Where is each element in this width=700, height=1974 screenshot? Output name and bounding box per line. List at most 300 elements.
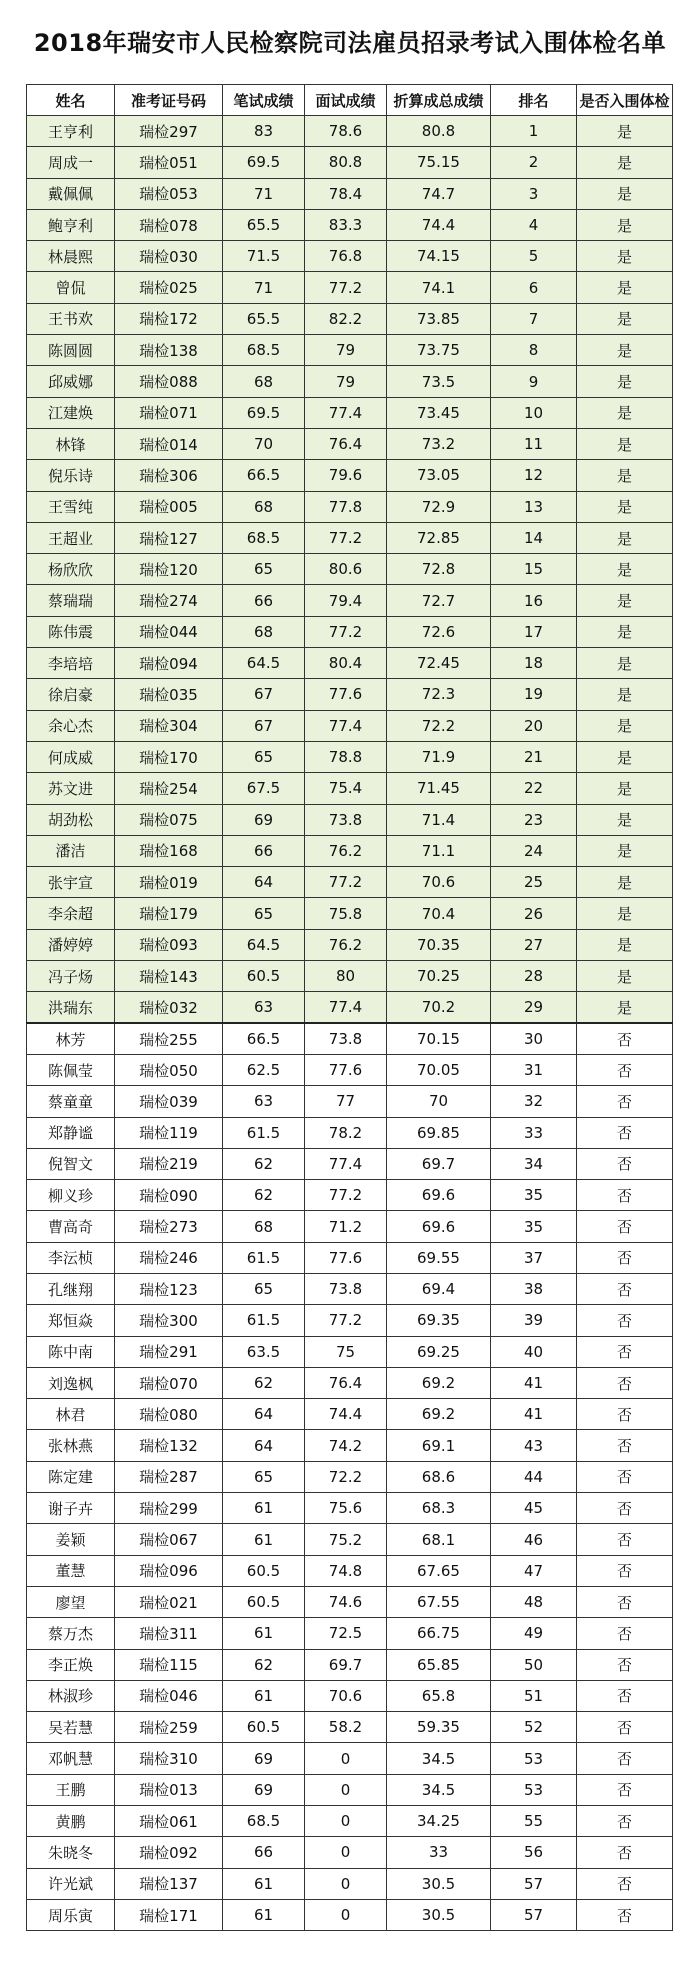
cell-exam-id: 瑞检094 [115, 648, 223, 679]
cell-interview-score: 77.8 [305, 491, 387, 522]
cell-interview-score: 80.6 [305, 554, 387, 585]
cell-total-score: 73.75 [387, 335, 491, 366]
cell-interview-score: 76.4 [305, 1367, 387, 1398]
cell-written-score: 62 [223, 1180, 305, 1211]
table-row [27, 209, 673, 240]
cell-interview-score: 0 [305, 1774, 387, 1805]
cell-name: 谢子卉 [27, 1493, 115, 1524]
cell-total-score: 68.3 [387, 1493, 491, 1524]
table-row [27, 1305, 673, 1336]
cell-interview-score: 70.6 [305, 1680, 387, 1711]
cell-written-score: 65 [223, 898, 305, 929]
cell-name: 苏文进 [27, 773, 115, 804]
table-row [27, 1180, 673, 1211]
cell-name: 许光斌 [27, 1868, 115, 1899]
cell-name: 王超业 [27, 522, 115, 553]
cell-rank: 56 [491, 1837, 577, 1868]
cell-exam-id: 瑞检300 [115, 1305, 223, 1336]
cell-written-score: 83 [223, 116, 305, 147]
cell-total-score: 71.45 [387, 773, 491, 804]
table-row [27, 522, 673, 553]
cell-interview-score: 73.8 [305, 1023, 387, 1054]
cell-written-score: 69 [223, 1743, 305, 1774]
cell-name: 倪智文 [27, 1148, 115, 1179]
cell-shortlisted: 否 [577, 1555, 673, 1586]
cell-name: 林芳 [27, 1023, 115, 1054]
cell-shortlisted: 否 [577, 1493, 673, 1524]
table-row [27, 1712, 673, 1743]
cell-interview-score: 77.2 [305, 272, 387, 303]
cell-written-score: 61 [223, 1493, 305, 1524]
cell-written-score: 68 [223, 1211, 305, 1242]
cell-exam-id: 瑞检120 [115, 554, 223, 585]
header-written-score: 笔试成绩 [223, 85, 305, 116]
cell-name: 王雪纯 [27, 491, 115, 522]
cell-total-score: 72.2 [387, 710, 491, 741]
cell-rank: 27 [491, 929, 577, 960]
cell-shortlisted: 否 [577, 1367, 673, 1398]
cell-total-score: 68.6 [387, 1461, 491, 1492]
cell-exam-id: 瑞检030 [115, 241, 223, 272]
cell-name: 廖望 [27, 1586, 115, 1617]
cell-written-score: 61 [223, 1524, 305, 1555]
cell-name: 陈佩莹 [27, 1054, 115, 1085]
cell-name: 蔡万杰 [27, 1618, 115, 1649]
cell-name: 李余超 [27, 898, 115, 929]
cell-name: 倪乐诗 [27, 460, 115, 491]
cell-shortlisted: 是 [577, 147, 673, 178]
table-row [27, 1806, 673, 1837]
cell-shortlisted: 是 [577, 835, 673, 866]
cell-interview-score: 69.7 [305, 1649, 387, 1680]
cell-total-score: 67.65 [387, 1555, 491, 1586]
cell-interview-score: 78.8 [305, 741, 387, 772]
cell-name: 蔡瑞瑞 [27, 585, 115, 616]
cell-name: 刘逸枫 [27, 1367, 115, 1398]
cell-written-score: 68 [223, 616, 305, 647]
cell-written-score: 68 [223, 366, 305, 397]
cell-name: 周成一 [27, 147, 115, 178]
cell-written-score: 66 [223, 585, 305, 616]
cell-shortlisted: 否 [577, 1086, 673, 1117]
header-name: 姓名 [27, 85, 115, 116]
cell-written-score: 68 [223, 491, 305, 522]
cell-interview-score: 77.6 [305, 679, 387, 710]
cell-shortlisted: 否 [577, 1618, 673, 1649]
cell-rank: 11 [491, 428, 577, 459]
cell-written-score: 65 [223, 1461, 305, 1492]
cell-exam-id: 瑞检246 [115, 1242, 223, 1273]
table-row [27, 241, 673, 272]
cell-interview-score: 77.4 [305, 397, 387, 428]
cell-shortlisted: 是 [577, 491, 673, 522]
cell-total-score: 69.6 [387, 1211, 491, 1242]
cell-shortlisted: 是 [577, 335, 673, 366]
cell-exam-id: 瑞检172 [115, 303, 223, 334]
cell-written-score: 64 [223, 867, 305, 898]
cell-shortlisted: 是 [577, 773, 673, 804]
cell-exam-id: 瑞检080 [115, 1399, 223, 1430]
table-row [27, 1054, 673, 1085]
table-row [27, 1336, 673, 1367]
table-row [27, 1273, 673, 1304]
cell-shortlisted: 是 [577, 428, 673, 459]
cell-exam-id: 瑞检050 [115, 1054, 223, 1085]
cell-exam-id: 瑞检044 [115, 616, 223, 647]
cell-rank: 19 [491, 679, 577, 710]
table-row [27, 648, 673, 679]
cell-interview-score: 79 [305, 366, 387, 397]
cell-rank: 39 [491, 1305, 577, 1336]
cell-interview-score: 74.8 [305, 1555, 387, 1586]
cell-name: 戴佩佩 [27, 178, 115, 209]
cell-written-score: 62.5 [223, 1054, 305, 1085]
cell-interview-score: 79 [305, 335, 387, 366]
cell-shortlisted: 否 [577, 1524, 673, 1555]
cell-exam-id: 瑞检123 [115, 1273, 223, 1304]
cell-exam-id: 瑞检127 [115, 522, 223, 553]
cell-total-score: 70.4 [387, 898, 491, 929]
cell-written-score: 61 [223, 1618, 305, 1649]
table-body [27, 116, 673, 1931]
cell-interview-score: 75 [305, 1336, 387, 1367]
cell-interview-score: 75.8 [305, 898, 387, 929]
cell-exam-id: 瑞检168 [115, 835, 223, 866]
cell-exam-id: 瑞检051 [115, 147, 223, 178]
cell-shortlisted: 是 [577, 929, 673, 960]
cell-total-score: 70 [387, 1086, 491, 1117]
cell-shortlisted: 否 [577, 1430, 673, 1461]
cell-rank: 2 [491, 147, 577, 178]
cell-interview-score: 71.2 [305, 1211, 387, 1242]
cell-rank: 34 [491, 1148, 577, 1179]
cell-shortlisted: 否 [577, 1868, 673, 1899]
cell-exam-id: 瑞检299 [115, 1493, 223, 1524]
table-row [27, 741, 673, 772]
cell-total-score: 69.6 [387, 1180, 491, 1211]
cell-interview-score: 75.2 [305, 1524, 387, 1555]
cell-total-score: 71.4 [387, 804, 491, 835]
cell-shortlisted: 是 [577, 116, 673, 147]
cell-exam-id: 瑞检259 [115, 1712, 223, 1743]
cell-exam-id: 瑞检070 [115, 1367, 223, 1398]
cell-name: 姜颖 [27, 1524, 115, 1555]
cell-interview-score: 0 [305, 1868, 387, 1899]
cell-name: 徐启豪 [27, 679, 115, 710]
table-row [27, 1242, 673, 1273]
cell-name: 鲍亨利 [27, 209, 115, 240]
cell-interview-score: 77.2 [305, 867, 387, 898]
cell-rank: 24 [491, 835, 577, 866]
cell-interview-score: 78.6 [305, 116, 387, 147]
cell-written-score: 60.5 [223, 1586, 305, 1617]
cell-written-score: 69.5 [223, 397, 305, 428]
cell-total-score: 67.55 [387, 1586, 491, 1617]
cell-exam-id: 瑞检297 [115, 116, 223, 147]
table-row [27, 1367, 673, 1398]
cell-written-score: 63.5 [223, 1336, 305, 1367]
cell-shortlisted: 是 [577, 178, 673, 209]
table-row [27, 1211, 673, 1242]
cell-rank: 29 [491, 992, 577, 1023]
cell-total-score: 74.7 [387, 178, 491, 209]
table-row [27, 804, 673, 835]
cell-exam-id: 瑞检075 [115, 804, 223, 835]
cell-name: 邓帆慧 [27, 1743, 115, 1774]
cell-shortlisted: 是 [577, 272, 673, 303]
cell-total-score: 68.1 [387, 1524, 491, 1555]
cell-exam-id: 瑞检143 [115, 961, 223, 992]
cell-rank: 53 [491, 1774, 577, 1805]
cell-written-score: 65 [223, 554, 305, 585]
cell-exam-id: 瑞检005 [115, 491, 223, 522]
table-row [27, 898, 673, 929]
cell-rank: 23 [491, 804, 577, 835]
cell-total-score: 70.05 [387, 1054, 491, 1085]
cell-written-score: 64 [223, 1399, 305, 1430]
cell-exam-id: 瑞检219 [115, 1148, 223, 1179]
cell-rank: 4 [491, 209, 577, 240]
cell-shortlisted: 否 [577, 1273, 673, 1304]
cell-name: 邱威娜 [27, 366, 115, 397]
cell-written-score: 65.5 [223, 303, 305, 334]
cell-written-score: 64 [223, 1430, 305, 1461]
cell-name: 潘洁 [27, 835, 115, 866]
cell-rank: 50 [491, 1649, 577, 1680]
table-row [27, 460, 673, 491]
cell-shortlisted: 是 [577, 241, 673, 272]
cell-interview-score: 77.6 [305, 1054, 387, 1085]
cell-shortlisted: 是 [577, 303, 673, 334]
cell-total-score: 70.15 [387, 1023, 491, 1054]
cell-total-score: 34.5 [387, 1743, 491, 1774]
cell-shortlisted: 否 [577, 1336, 673, 1367]
cell-name: 柳义珍 [27, 1180, 115, 1211]
cell-shortlisted: 否 [577, 1399, 673, 1430]
cell-total-score: 30.5 [387, 1899, 491, 1930]
cell-written-score: 69.5 [223, 147, 305, 178]
cell-exam-id: 瑞检078 [115, 209, 223, 240]
cell-rank: 16 [491, 585, 577, 616]
cell-interview-score: 77.4 [305, 1148, 387, 1179]
cell-total-score: 70.25 [387, 961, 491, 992]
table-row [27, 616, 673, 647]
cell-interview-score: 80.8 [305, 147, 387, 178]
cell-shortlisted: 是 [577, 961, 673, 992]
cell-interview-score: 82.2 [305, 303, 387, 334]
cell-total-score: 69.2 [387, 1367, 491, 1398]
cell-total-score: 80.8 [387, 116, 491, 147]
cell-name: 李培培 [27, 648, 115, 679]
cell-name: 冯子炀 [27, 961, 115, 992]
cell-interview-score: 79.4 [305, 585, 387, 616]
cell-written-score: 61.5 [223, 1305, 305, 1336]
cell-name: 林君 [27, 1399, 115, 1430]
table-row [27, 1899, 673, 1930]
cell-shortlisted: 否 [577, 1180, 673, 1211]
cell-interview-score: 75.6 [305, 1493, 387, 1524]
cell-written-score: 66 [223, 835, 305, 866]
cell-name: 孔继翔 [27, 1273, 115, 1304]
results-table-container [26, 84, 672, 1931]
cell-written-score: 65.5 [223, 209, 305, 240]
cell-name: 陈定建 [27, 1461, 115, 1492]
table-row [27, 335, 673, 366]
cell-shortlisted: 否 [577, 1054, 673, 1085]
cell-written-score: 61 [223, 1680, 305, 1711]
cell-interview-score: 77.2 [305, 616, 387, 647]
cell-rank: 55 [491, 1806, 577, 1837]
cell-written-score: 61 [223, 1868, 305, 1899]
cell-rank: 43 [491, 1430, 577, 1461]
cell-written-score: 61.5 [223, 1117, 305, 1148]
cell-total-score: 72.8 [387, 554, 491, 585]
cell-rank: 49 [491, 1618, 577, 1649]
cell-name: 江建焕 [27, 397, 115, 428]
cell-interview-score: 83.3 [305, 209, 387, 240]
cell-total-score: 73.45 [387, 397, 491, 428]
cell-exam-id: 瑞检179 [115, 898, 223, 929]
table-row [27, 1774, 673, 1805]
cell-exam-id: 瑞检093 [115, 929, 223, 960]
cell-rank: 5 [491, 241, 577, 272]
cell-rank: 21 [491, 741, 577, 772]
table-row [27, 303, 673, 334]
table-row [27, 585, 673, 616]
cell-rank: 30 [491, 1023, 577, 1054]
cell-shortlisted: 否 [577, 1837, 673, 1868]
cell-total-score: 70.35 [387, 929, 491, 960]
cell-written-score: 63 [223, 1086, 305, 1117]
cell-written-score: 60.5 [223, 1712, 305, 1743]
cell-exam-id: 瑞检132 [115, 1430, 223, 1461]
cell-name: 王鹏 [27, 1774, 115, 1805]
cell-interview-score: 73.8 [305, 804, 387, 835]
cell-rank: 47 [491, 1555, 577, 1586]
cell-shortlisted: 是 [577, 585, 673, 616]
cell-rank: 25 [491, 867, 577, 898]
cell-shortlisted: 是 [577, 522, 673, 553]
cell-total-score: 34.5 [387, 1774, 491, 1805]
cell-total-score: 69.4 [387, 1273, 491, 1304]
cell-rank: 45 [491, 1493, 577, 1524]
cell-name: 潘婷婷 [27, 929, 115, 960]
cell-name: 洪瑞东 [27, 992, 115, 1023]
cell-shortlisted: 否 [577, 1899, 673, 1930]
cell-rank: 57 [491, 1868, 577, 1899]
cell-name: 蔡童童 [27, 1086, 115, 1117]
cell-interview-score: 0 [305, 1743, 387, 1774]
cell-interview-score: 75.4 [305, 773, 387, 804]
cell-shortlisted: 是 [577, 397, 673, 428]
cell-written-score: 66 [223, 1837, 305, 1868]
table-row [27, 1868, 673, 1899]
cell-exam-id: 瑞检115 [115, 1649, 223, 1680]
cell-shortlisted: 是 [577, 867, 673, 898]
cell-shortlisted: 否 [577, 1712, 673, 1743]
table-row [27, 554, 673, 585]
cell-exam-id: 瑞检090 [115, 1180, 223, 1211]
cell-rank: 51 [491, 1680, 577, 1711]
cell-total-score: 72.3 [387, 679, 491, 710]
cell-shortlisted: 否 [577, 1806, 673, 1837]
cell-total-score: 69.1 [387, 1430, 491, 1461]
cell-written-score: 70 [223, 428, 305, 459]
cell-interview-score: 0 [305, 1899, 387, 1930]
table-row [27, 1117, 673, 1148]
cell-interview-score: 72.2 [305, 1461, 387, 1492]
cell-name: 董慧 [27, 1555, 115, 1586]
table-row [27, 929, 673, 960]
cell-shortlisted: 是 [577, 804, 673, 835]
cell-shortlisted: 是 [577, 992, 673, 1023]
cell-exam-id: 瑞检067 [115, 1524, 223, 1555]
cell-shortlisted: 是 [577, 898, 673, 929]
cell-rank: 35 [491, 1211, 577, 1242]
table-row [27, 992, 673, 1023]
cell-rank: 32 [491, 1086, 577, 1117]
cell-interview-score: 77 [305, 1086, 387, 1117]
cell-shortlisted: 是 [577, 710, 673, 741]
cell-exam-id: 瑞检088 [115, 366, 223, 397]
cell-exam-id: 瑞检170 [115, 741, 223, 772]
cell-name: 陈中南 [27, 1336, 115, 1367]
cell-total-score: 69.85 [387, 1117, 491, 1148]
cell-written-score: 62 [223, 1148, 305, 1179]
cell-total-score: 73.2 [387, 428, 491, 459]
cell-shortlisted: 否 [577, 1743, 673, 1774]
cell-rank: 35 [491, 1180, 577, 1211]
cell-exam-id: 瑞检019 [115, 867, 223, 898]
table-row [27, 773, 673, 804]
cell-exam-id: 瑞检092 [115, 1837, 223, 1868]
cell-interview-score: 79.6 [305, 460, 387, 491]
header-exam-id: 准考证号码 [115, 85, 223, 116]
cell-exam-id: 瑞检039 [115, 1086, 223, 1117]
cell-exam-id: 瑞检255 [115, 1023, 223, 1054]
cell-total-score: 72.6 [387, 616, 491, 647]
cell-exam-id: 瑞检273 [115, 1211, 223, 1242]
table-row [27, 1430, 673, 1461]
cell-total-score: 72.85 [387, 522, 491, 553]
cell-written-score: 67 [223, 710, 305, 741]
header-total-score: 折算成总成绩 [387, 85, 491, 116]
table-row [27, 961, 673, 992]
cell-name: 朱晓冬 [27, 1837, 115, 1868]
cell-interview-score: 0 [305, 1837, 387, 1868]
cell-total-score: 73.05 [387, 460, 491, 491]
cell-rank: 12 [491, 460, 577, 491]
cell-name: 李正焕 [27, 1649, 115, 1680]
cell-shortlisted: 否 [577, 1242, 673, 1273]
cell-written-score: 63 [223, 992, 305, 1023]
cell-rank: 57 [491, 1899, 577, 1930]
cell-exam-id: 瑞检137 [115, 1868, 223, 1899]
cell-exam-id: 瑞检013 [115, 1774, 223, 1805]
cell-written-score: 64.5 [223, 929, 305, 960]
results-table [26, 84, 673, 1931]
cell-name: 曹高奇 [27, 1211, 115, 1242]
cell-interview-score: 77.6 [305, 1242, 387, 1273]
table-row [27, 1524, 673, 1555]
table-row [27, 116, 673, 147]
cell-written-score: 60.5 [223, 961, 305, 992]
header-rank: 排名 [491, 85, 577, 116]
cell-rank: 1 [491, 116, 577, 147]
cell-name: 林淑珍 [27, 1680, 115, 1711]
cell-name: 郑恒焱 [27, 1305, 115, 1336]
cell-shortlisted: 否 [577, 1148, 673, 1179]
